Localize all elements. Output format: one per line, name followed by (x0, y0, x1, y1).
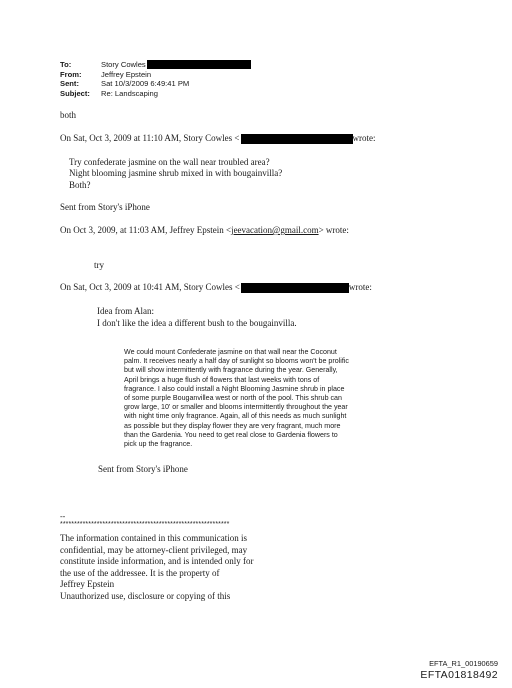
quote-header-text: On Sat, Oct 3, 2009 at 10:41 AM, Story Cowles < (60, 282, 240, 292)
quote-line: Both? (69, 179, 91, 190)
paragraph-line: fragrance. I also could install a Night Blooming Jasmine shrub in place (124, 384, 345, 393)
signature-dashes: -- (60, 512, 66, 521)
paragraph-line: We could mount Confederate jasmine on that wall near the Coconut (124, 348, 337, 356)
email-link[interactable]: jeevacation@gmail.com (231, 225, 319, 235)
redaction-bar (241, 283, 349, 293)
quote-line: Idea from Alan: (97, 306, 154, 316)
sent-value: Sat 10/3/2009 6:49:41 PM (101, 79, 190, 89)
bates-id-large: EFTA01818492 (420, 669, 498, 681)
sent-row (60, 79, 251, 89)
reply-text: try (94, 260, 104, 270)
to-row (60, 60, 251, 70)
sent-from-iphone: Sent from Story's iPhone (60, 202, 150, 212)
to-value: Story Cowles (101, 60, 146, 69)
disclaimer-line: confidential, may be attorney-client privileged, may (60, 544, 248, 555)
sent-label: Sent: (60, 79, 79, 89)
quote-header (60, 133, 376, 144)
disclaimer-line: constitute inside information, and is intended only for (60, 556, 254, 567)
sent-from-iphone: Sent from Story's iPhone (98, 464, 188, 474)
disclaimer (60, 533, 253, 603)
quote-body (97, 306, 297, 329)
quote-line: Try confederate jasmine on the wall near troubled area? (69, 157, 270, 167)
disclaimer-line: the use of the addressee. It is the property of (60, 567, 220, 578)
disclaimer-line: Unauthorized use, disclosure or copying of this (60, 590, 231, 601)
bates-id-small: EFTA_R1_00190659 (429, 659, 498, 668)
quote-body (69, 157, 282, 191)
from-row (60, 70, 251, 80)
quote-line: I don't like the idea a different bush to the bougainvilla. (97, 317, 297, 328)
paragraph-line: palm. It receives nearly a half day of sunlight so blooms won't be prolific (124, 357, 349, 366)
quote-header-text: On Sat, Oct 3, 2009 at 11:10 AM, Story Cowles < (60, 133, 240, 143)
quoted-paragraph (124, 348, 349, 449)
reply-text: both (60, 110, 77, 120)
paragraph-line: grow large, 10' or smaller and blooms intermittently throughout the year (124, 403, 348, 412)
paragraph-line: of some purple Bouganvillea west or north of the pool. This shrub can (124, 394, 342, 403)
to-label: To: (60, 60, 72, 69)
subject-row (60, 89, 251, 99)
from-label: From: (60, 69, 82, 79)
paragraph-line: as possible but they display flower they are very fragrant, much more (124, 421, 341, 430)
subject-label: Subject: (60, 89, 90, 99)
subject-value: Re: Landscaping (101, 89, 158, 99)
quote-line: Night blooming jasmine shrub mixed in with bougainvilla? (69, 168, 283, 179)
quote-header-text: On Oct 3, 2009, at 11:03 AM, Jeffrey Epstein < (60, 225, 232, 235)
quote-header (60, 282, 372, 293)
signature-stars: ************************************************************ (60, 521, 230, 528)
quote-header-wrote: > wrote: (318, 225, 349, 235)
paragraph-line: with night time only fragrance. Again, all of this needs as much sunlight (124, 412, 347, 421)
email-header (60, 60, 251, 99)
disclaimer-line: Jeffrey Epstein (60, 579, 115, 590)
from-value: Jeffrey Epstein (101, 69, 152, 79)
paragraph-line: than the Gardenia. You need to get real close to Gardenia flowers to (124, 430, 338, 439)
disclaimer-line: The information contained in this communication is (60, 533, 247, 543)
paragraph-line: April brings a huge flush of flowers that last weeks with tons of (124, 375, 320, 384)
paragraph-line: but will show intermittently with fragrance during the year. Generally, (124, 366, 338, 375)
quote-header-wrote: wrote: (348, 282, 372, 292)
paragraph-line: pick up the fragrance. (124, 440, 193, 449)
quote-header (60, 225, 349, 235)
redaction-bar (147, 60, 251, 69)
redaction-bar (241, 134, 353, 144)
quote-header-wrote: wrote: (352, 133, 376, 143)
